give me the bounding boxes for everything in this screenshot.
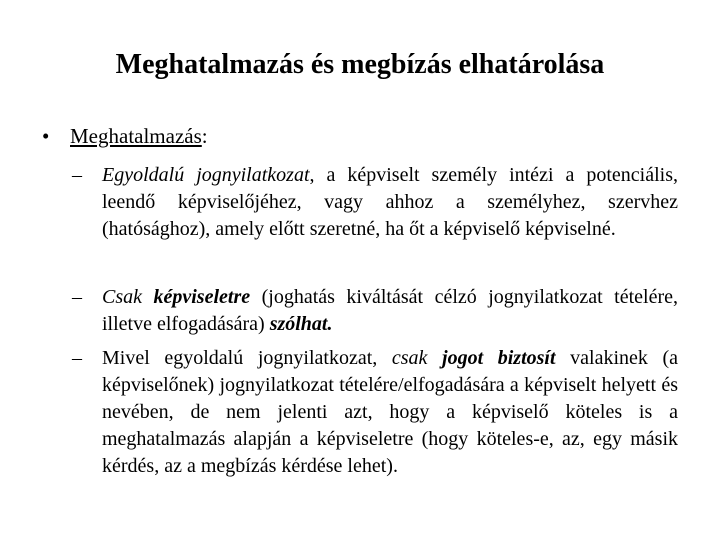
emphasis-text: Egyoldalú jognyilatkozat — [102, 164, 310, 186]
space — [427, 347, 442, 369]
sub-point-2 — [72, 284, 678, 338]
emphasis-text: Csak — [102, 286, 154, 308]
emphasis-bold-text-2: szólhat. — [269, 313, 333, 335]
sub-point-body — [102, 345, 678, 480]
sub-point-body — [102, 162, 678, 243]
sub-point-3 — [72, 345, 678, 480]
emphasis-text: csak — [391, 347, 428, 369]
emphasis-bold-text: képviseletre — [153, 286, 251, 308]
sub-point-dash: – — [72, 164, 82, 186]
sub-point-body — [102, 284, 678, 338]
body-text: (joghatás kiváltását célzó jognyilatkozat tételére, illetve elfogadására) — [102, 286, 679, 335]
sub-point-dash: – — [72, 286, 82, 308]
sub-point-1 — [72, 162, 678, 243]
sub-point-dash: – — [72, 347, 82, 369]
body-text-rest: valakinek (a képviselőnek) jognyilatkozat tételére/elfogadására a képviselt helyett és nevében, de nem jelenti azt, hogy a képviselő köteles is a meghatalmazás alapján a képviseletre (hogy köteles-e, az, egy másik kérdés, az a megbízás kérdése lehet). — [102, 347, 679, 477]
body-text: , a képviselt személy intézi a potenciális, leendő képviselőjéhez, vagy ahhoz a személyhez, szervhez (hatósághoz), amely előtt szeretné, ha őt a képviselő képviselné. — [102, 164, 678, 240]
bullet-meghatalmazas — [42, 122, 208, 150]
bullet-marker: • — [42, 124, 50, 148]
body-text: Mivel egyoldalú jognyilatkozat, — [102, 347, 392, 369]
bullet-label: Meghatalmazás — [70, 124, 202, 148]
emphasis-bold-text: jogot biztosít — [442, 347, 556, 369]
slide-title: Meghatalmazás és megbízás elhatárolása — [115, 49, 605, 80]
bullet-colon: : — [201, 124, 208, 148]
